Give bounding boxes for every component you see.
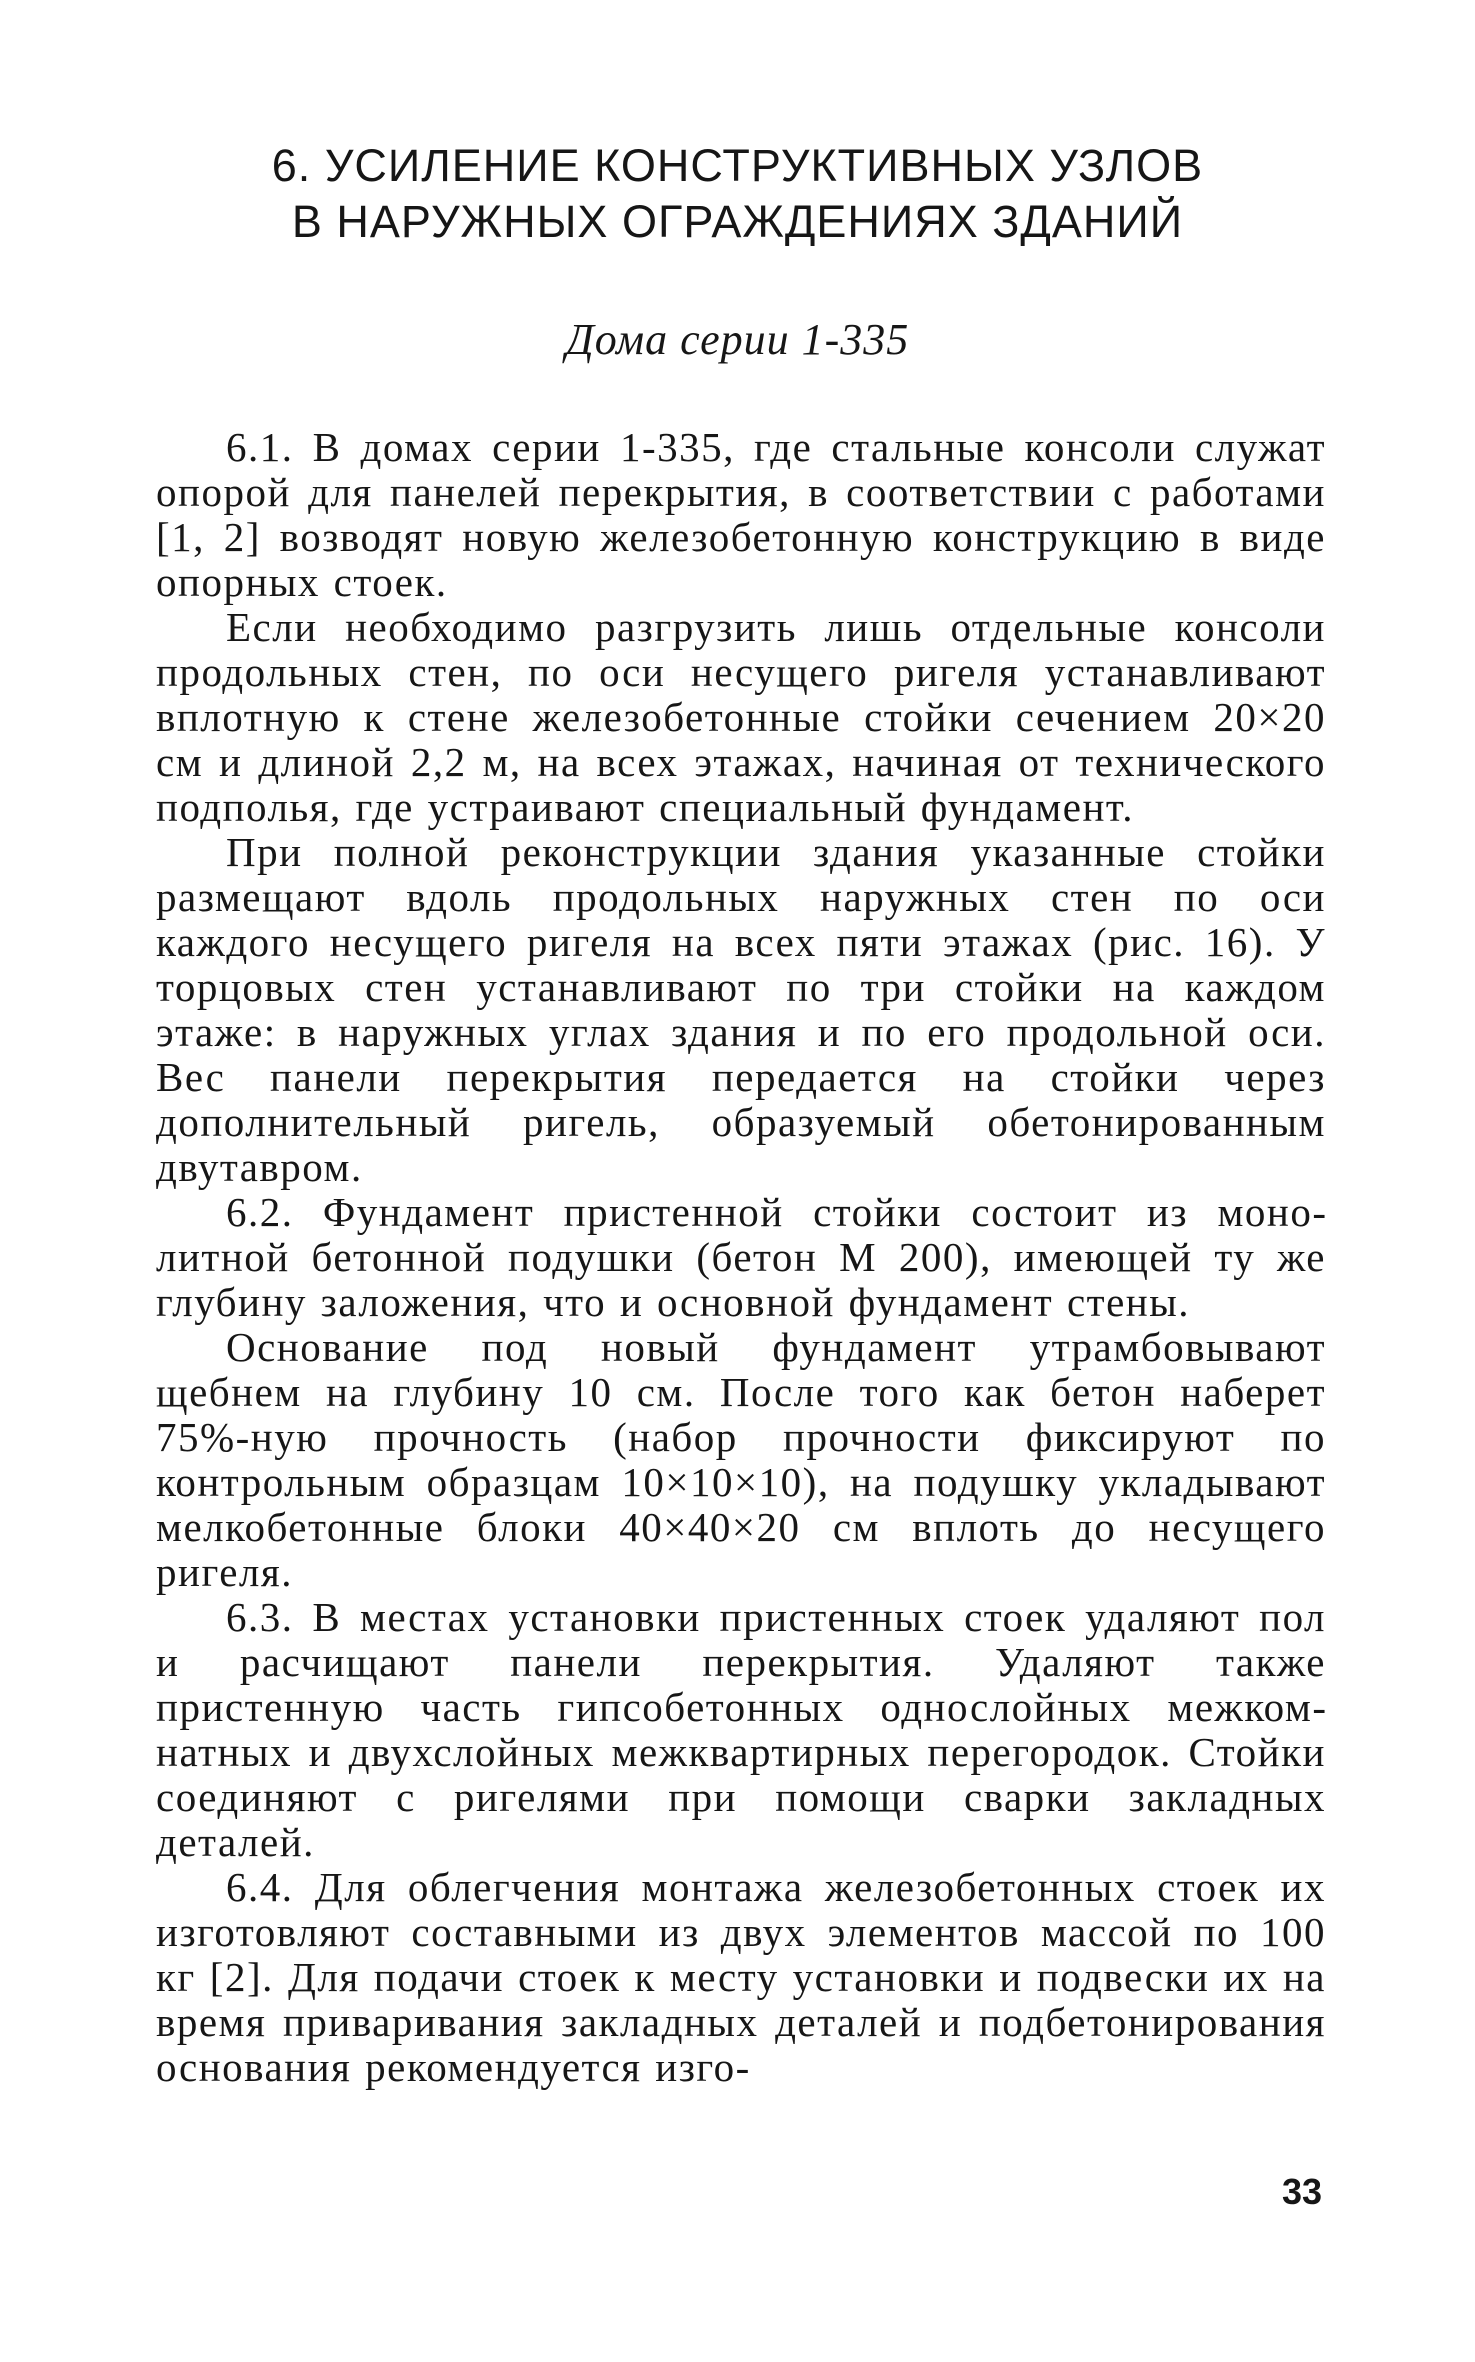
paragraph-6-4: 6.4. Для облегчения монтажа железобетонных стоек их изготовляют составными из двух элементов массой по 100 кг [2]. Для подачи стоек к месту установки и подвески их на время приваривания закладных деталей и подбетонирования основания рекомендуется изго-	[156, 1864, 1326, 2090]
paragraph-6-2-foundation-base: Основание под новый фундамент утрамбовывают щебнем на глубину 10 см. После того как бетон наберет 75%-ную прочность (набор прочности фиксируют по контрольным образцам 10×10×10), на подушку укладывают мелкобетонные блоки 40×40×20 см вплоть до несущего ригеля.	[156, 1324, 1326, 1595]
paragraph-6-1: 6.1. В домах серии 1-335, где стальные консоли служат опорой для панелей перекрытия, в соответствии с работами [1, 2] возводят новую железобетонную конструкцию в виде опорных стоек.	[156, 424, 1326, 605]
body-text	[156, 425, 1326, 2090]
paragraph-6-1-partial-unloading: Если необходимо разгрузить лишь отдельные консоли продольных стен, по оси несущего ригеля устанавливают вплотную к стене железобетонные стойки сечением 20×20 см и длиной 2,2 м, на всех этажах, начиная от технического подполья, где устраивают специальный фундамент.	[156, 604, 1326, 830]
section-subtitle: Дома серии 1-335	[565, 315, 910, 364]
chapter-title-line-1: 6. УСИЛЕНИЕ КОНСТРУКТИВНЫХ УЗЛОВ	[271, 140, 1204, 191]
paragraph-6-2: 6.2. Фундамент пристенной стойки состоит из монолитной бетонной подушки (бетон М 200), имеющей ту же глубину заложения, что и основной фундамент стены.	[156, 1189, 1326, 1325]
paragraph-6-1-full-reconstruction: При полной реконструкции здания указанные стойки размещают вдоль продольных наружных стен по оси каждого несущего ригеля на всех пяти этажах (рис. 16). У торцовых стен устанавливают по три стойки на каждом этаже: в наружных углах здания и по его продольной оси. Вес панели перекрытия передается на стойки через дополнительный ригель, образуемый обетонированным двутавром.	[156, 829, 1326, 1190]
chapter-title-line-2: В НАРУЖНЫХ ОГРАЖДЕНИЯХ ЗДАНИЙ	[291, 196, 1184, 247]
page-number: 33	[1281, 2171, 1322, 2212]
paragraph-6-3: 6.3. В местах установки пристенных стоек удаляют пол и расчищают панели перекрытия. Удаляют также пристенную часть гипсобетонных однослойных межкомнатных и двухслойных межквартирных перегородок. Стойки соединяют с ригелями при помощи сварки закладных деталей.	[156, 1594, 1326, 1865]
chapter-title	[150, 138, 1325, 250]
